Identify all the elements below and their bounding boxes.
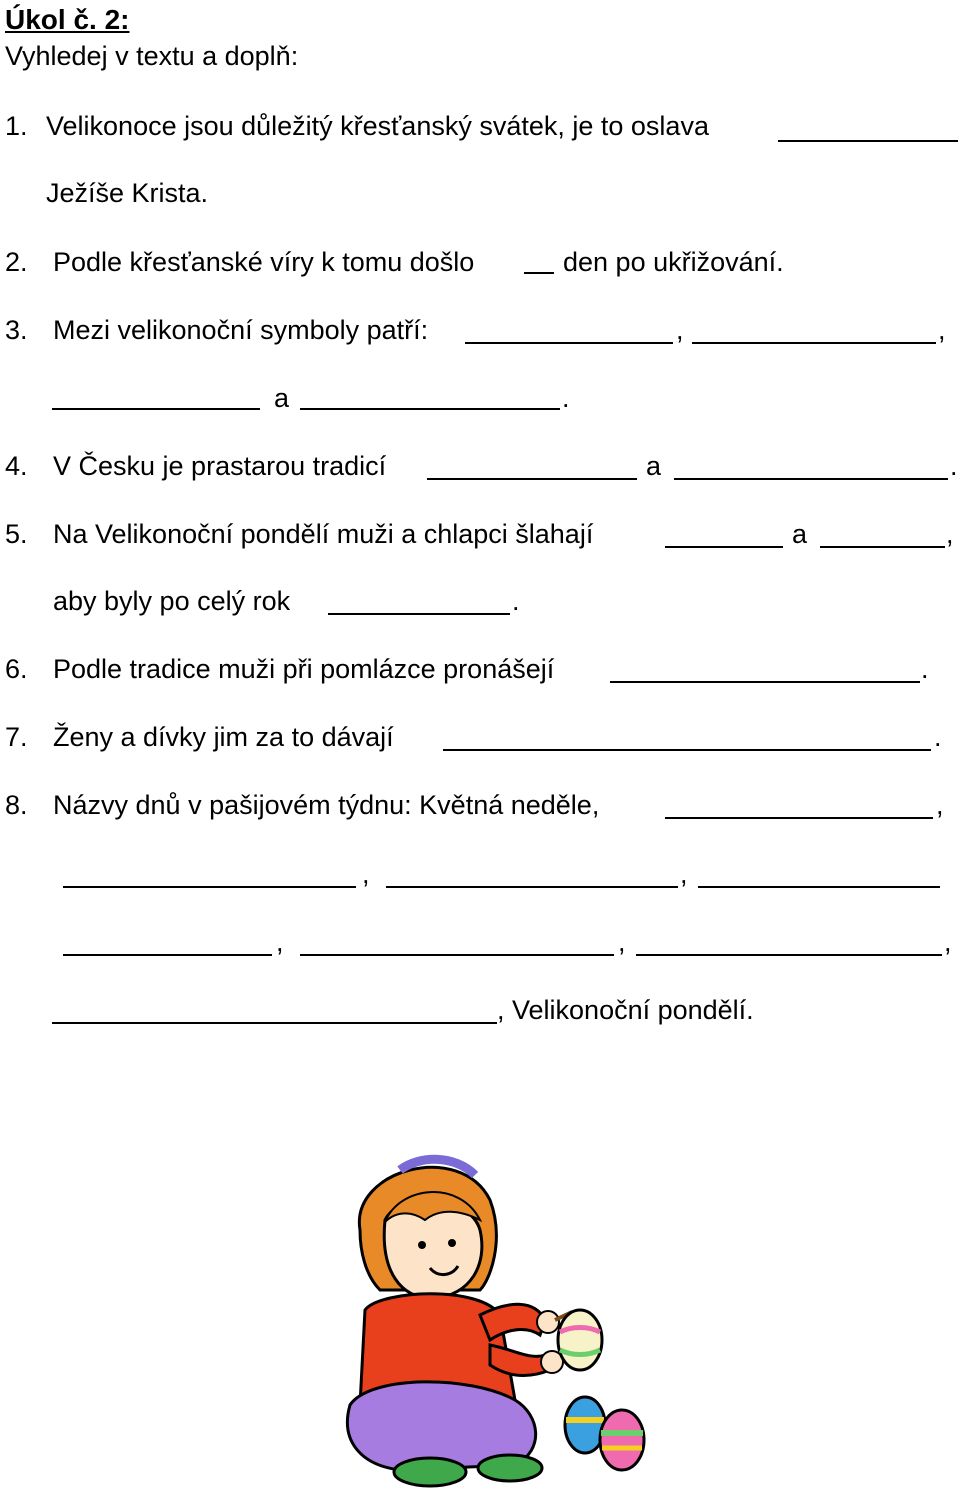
conjunction: a [792, 519, 808, 549]
answer-blank[interactable] [665, 546, 783, 548]
question-text-after: den po ukřižování. [563, 247, 784, 277]
answer-blank[interactable] [524, 272, 554, 274]
answer-blank[interactable] [674, 478, 948, 480]
separator-comma: , [946, 519, 954, 549]
girl-painting-eggs-illustration [340, 1150, 680, 1500]
period: . [562, 383, 570, 413]
period: . [921, 654, 929, 684]
answer-blank[interactable] [610, 681, 920, 683]
answer-blank[interactable] [63, 886, 356, 888]
answer-blank[interactable] [300, 954, 614, 956]
separator-comma: , [936, 790, 944, 820]
answer-blank[interactable] [778, 140, 958, 142]
separator-comma: , [680, 859, 688, 889]
answer-blank[interactable] [692, 342, 936, 344]
question-text: Mezi velikonoční symboly patří: [53, 315, 429, 345]
question-text: Velikonoce jsou důležitý křesťanský svátek, je to oslava [46, 111, 709, 141]
question-text-continued: Ježíše Krista. [46, 178, 209, 208]
question-text: Na Velikonoční pondělí muži a chlapci šlahají [53, 519, 594, 549]
separator-comma: , [944, 927, 952, 957]
separator-comma: , [362, 859, 370, 889]
task-title: Úkol č. 2: [5, 4, 130, 35]
answer-blank[interactable] [698, 886, 940, 888]
question-number: 7. [5, 722, 28, 752]
answer-blank[interactable] [427, 478, 637, 480]
answer-blank[interactable] [52, 1022, 497, 1024]
answer-blank[interactable] [465, 342, 673, 344]
period: . [934, 722, 942, 752]
task-instruction: Vyhledej v textu a doplň: [5, 41, 299, 71]
question-number: 5. [5, 519, 28, 549]
question-number: 4. [5, 451, 28, 481]
shoe-left [394, 1458, 466, 1486]
conjunction: a [646, 451, 662, 481]
answer-blank[interactable] [386, 886, 678, 888]
question-number: 3. [5, 315, 28, 345]
eye-right [448, 1239, 456, 1247]
question-text: Názvy dnů v pašijovém týdnu: Květná neděle, [53, 790, 600, 820]
shoe-right [478, 1455, 542, 1481]
question-number: 1. [5, 111, 28, 141]
separator-comma: , [618, 927, 626, 957]
separator-comma: , [676, 315, 684, 345]
arm-right [480, 1304, 545, 1340]
question-text: Podle tradice muži při pomlázce pronášejí [53, 654, 555, 684]
answer-blank[interactable] [443, 749, 931, 751]
question-text-continued: aby byly po celý rok [53, 586, 291, 616]
question-text: V Česku je prastarou tradicí [53, 451, 387, 481]
answer-blank[interactable] [665, 817, 933, 819]
egg-being-painted [558, 1310, 602, 1370]
hand-right [537, 1311, 559, 1333]
conjunction: a [274, 383, 290, 413]
answer-blank[interactable] [52, 408, 260, 410]
question-text-ending: , Velikonoční pondělí. [497, 995, 754, 1025]
separator-comma: , [938, 315, 946, 345]
question-number: 2. [5, 247, 28, 277]
egg-pink [600, 1410, 644, 1470]
eye-left [418, 1241, 426, 1249]
answer-blank[interactable] [636, 954, 942, 956]
question-text: Podle křesťanské víry k tomu došlo [53, 247, 475, 277]
question-text: Ženy a dívky jim za to dávají [53, 722, 394, 752]
question-number: 8. [5, 790, 28, 820]
answer-blank[interactable] [63, 954, 272, 956]
period: . [512, 586, 520, 616]
answer-blank[interactable] [328, 613, 510, 615]
question-number: 6. [5, 654, 28, 684]
separator-comma: , [276, 927, 284, 957]
answer-blank[interactable] [300, 408, 560, 410]
period: . [950, 451, 958, 481]
answer-blank[interactable] [820, 546, 945, 548]
